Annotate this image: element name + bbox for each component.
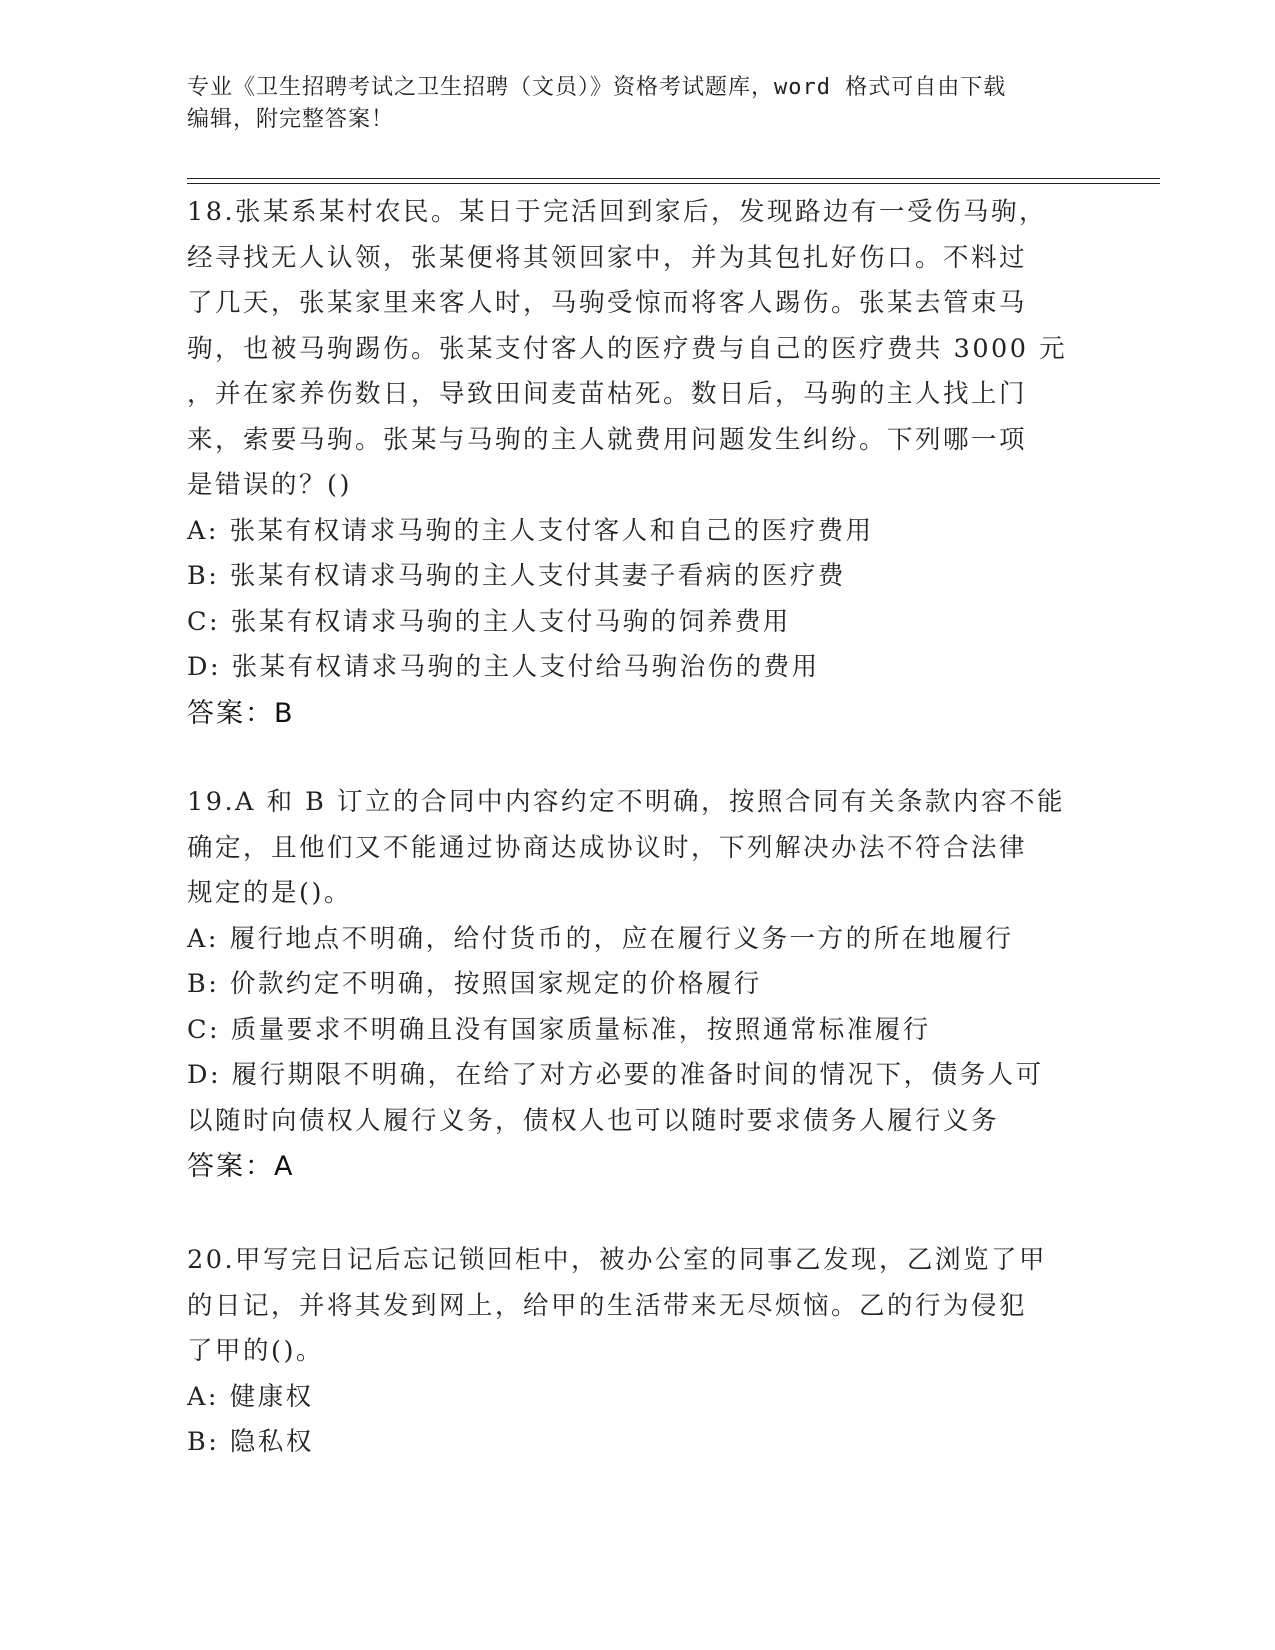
option-c: C: 质量要求不明确且没有国家质量标准，按照通常标准履行 [187, 1014, 931, 1045]
question-text-line: 了甲的()。 [187, 1336, 324, 1366]
answer-label: 答案：B [187, 697, 295, 729]
option-d: D: 履行期限不明确，在给了对方必要的准备时间的情况下，债务人可 [187, 1060, 1044, 1090]
option-a: A: 张某有权请求马驹的主人支付客人和自己的医疗费用 [187, 515, 874, 546]
option-c: C: 张某有权请求马驹的主人支付马驹的饲养费用 [187, 606, 791, 637]
header-line-2: 编辑，附完整答案！ [187, 107, 395, 132]
question-20 [187, 1238, 1087, 1466]
question-text-line: 20.甲写完日记后忘记锁回柜中，被办公室的同事乙发现，乙浏览了甲 [187, 1245, 1048, 1275]
question-19 [187, 780, 1087, 1190]
question-text-line: 经寻找无人认领，张某便将其领回家中，并为其包扎好伤口。不料过 [187, 242, 1028, 273]
question-text-line: 的日记，并将其发到网上，给甲的生活带来无尽烦恼。乙的行为侵犯 [187, 1290, 1028, 1321]
question-text-line: 了几天，张某家里来客人时，马驹受惊而将客人踢伤。张某去管束马 [187, 288, 1028, 318]
option-d-continued: 以随时向债权人履行义务，债权人也可以随时要求债务人履行义务 [187, 1105, 1000, 1136]
option-b: B: 张某有权请求马驹的主人支付其妻子看病的医疗费 [187, 561, 846, 591]
header-divider-bottom [187, 183, 1160, 184]
question-text-line: 确定，且他们又不能通过协商达成协议时，下列解决办法不符合法律 [187, 832, 1028, 863]
header-line-1: 专业《卫生招聘考试之卫生招聘（文员）》资格考试题库，word 格式可自由下载 [187, 75, 1007, 100]
question-text-line: 是错误的？() [187, 470, 352, 500]
document-header [187, 72, 1087, 136]
option-a: A: 健康权 [187, 1381, 314, 1412]
question-text-line: 19.A 和 B 订立的合同中内容约定不明确，按照合同有关条款内容不能 [187, 787, 1066, 817]
question-text-line: 来，索要马驹。张某与马驹的主人就费用问题发生纠纷。下列哪一项 [187, 424, 1028, 455]
question-18 [187, 190, 1087, 737]
option-b: B: 价款约定不明确，按照国家规定的价格履行 [187, 969, 762, 999]
question-text-line: 18.张某系某村农民。某日于完活回到家后，发现路边有一受伤马驹， [187, 197, 1048, 227]
option-d: D: 张某有权请求马驹的主人支付给马驹治伤的费用 [187, 652, 820, 682]
header-divider-top [187, 178, 1160, 179]
question-text-line: 规定的是()。 [187, 878, 352, 908]
option-a: A: 履行地点不明确，给付货币的，应在履行义务一方的所在地履行 [187, 923, 1014, 954]
option-b: B: 隐私权 [187, 1427, 314, 1457]
question-text-line: ，并在家养伤数日，导致田间麦苗枯死。数日后，马驹的主人找上门 [187, 379, 1028, 409]
question-text-line: 驹，也被马驹踢伤。张某支付客人的医疗费与自己的医疗费共 3000 元 [187, 333, 1068, 364]
answer-label: 答案：A [187, 1151, 295, 1182]
